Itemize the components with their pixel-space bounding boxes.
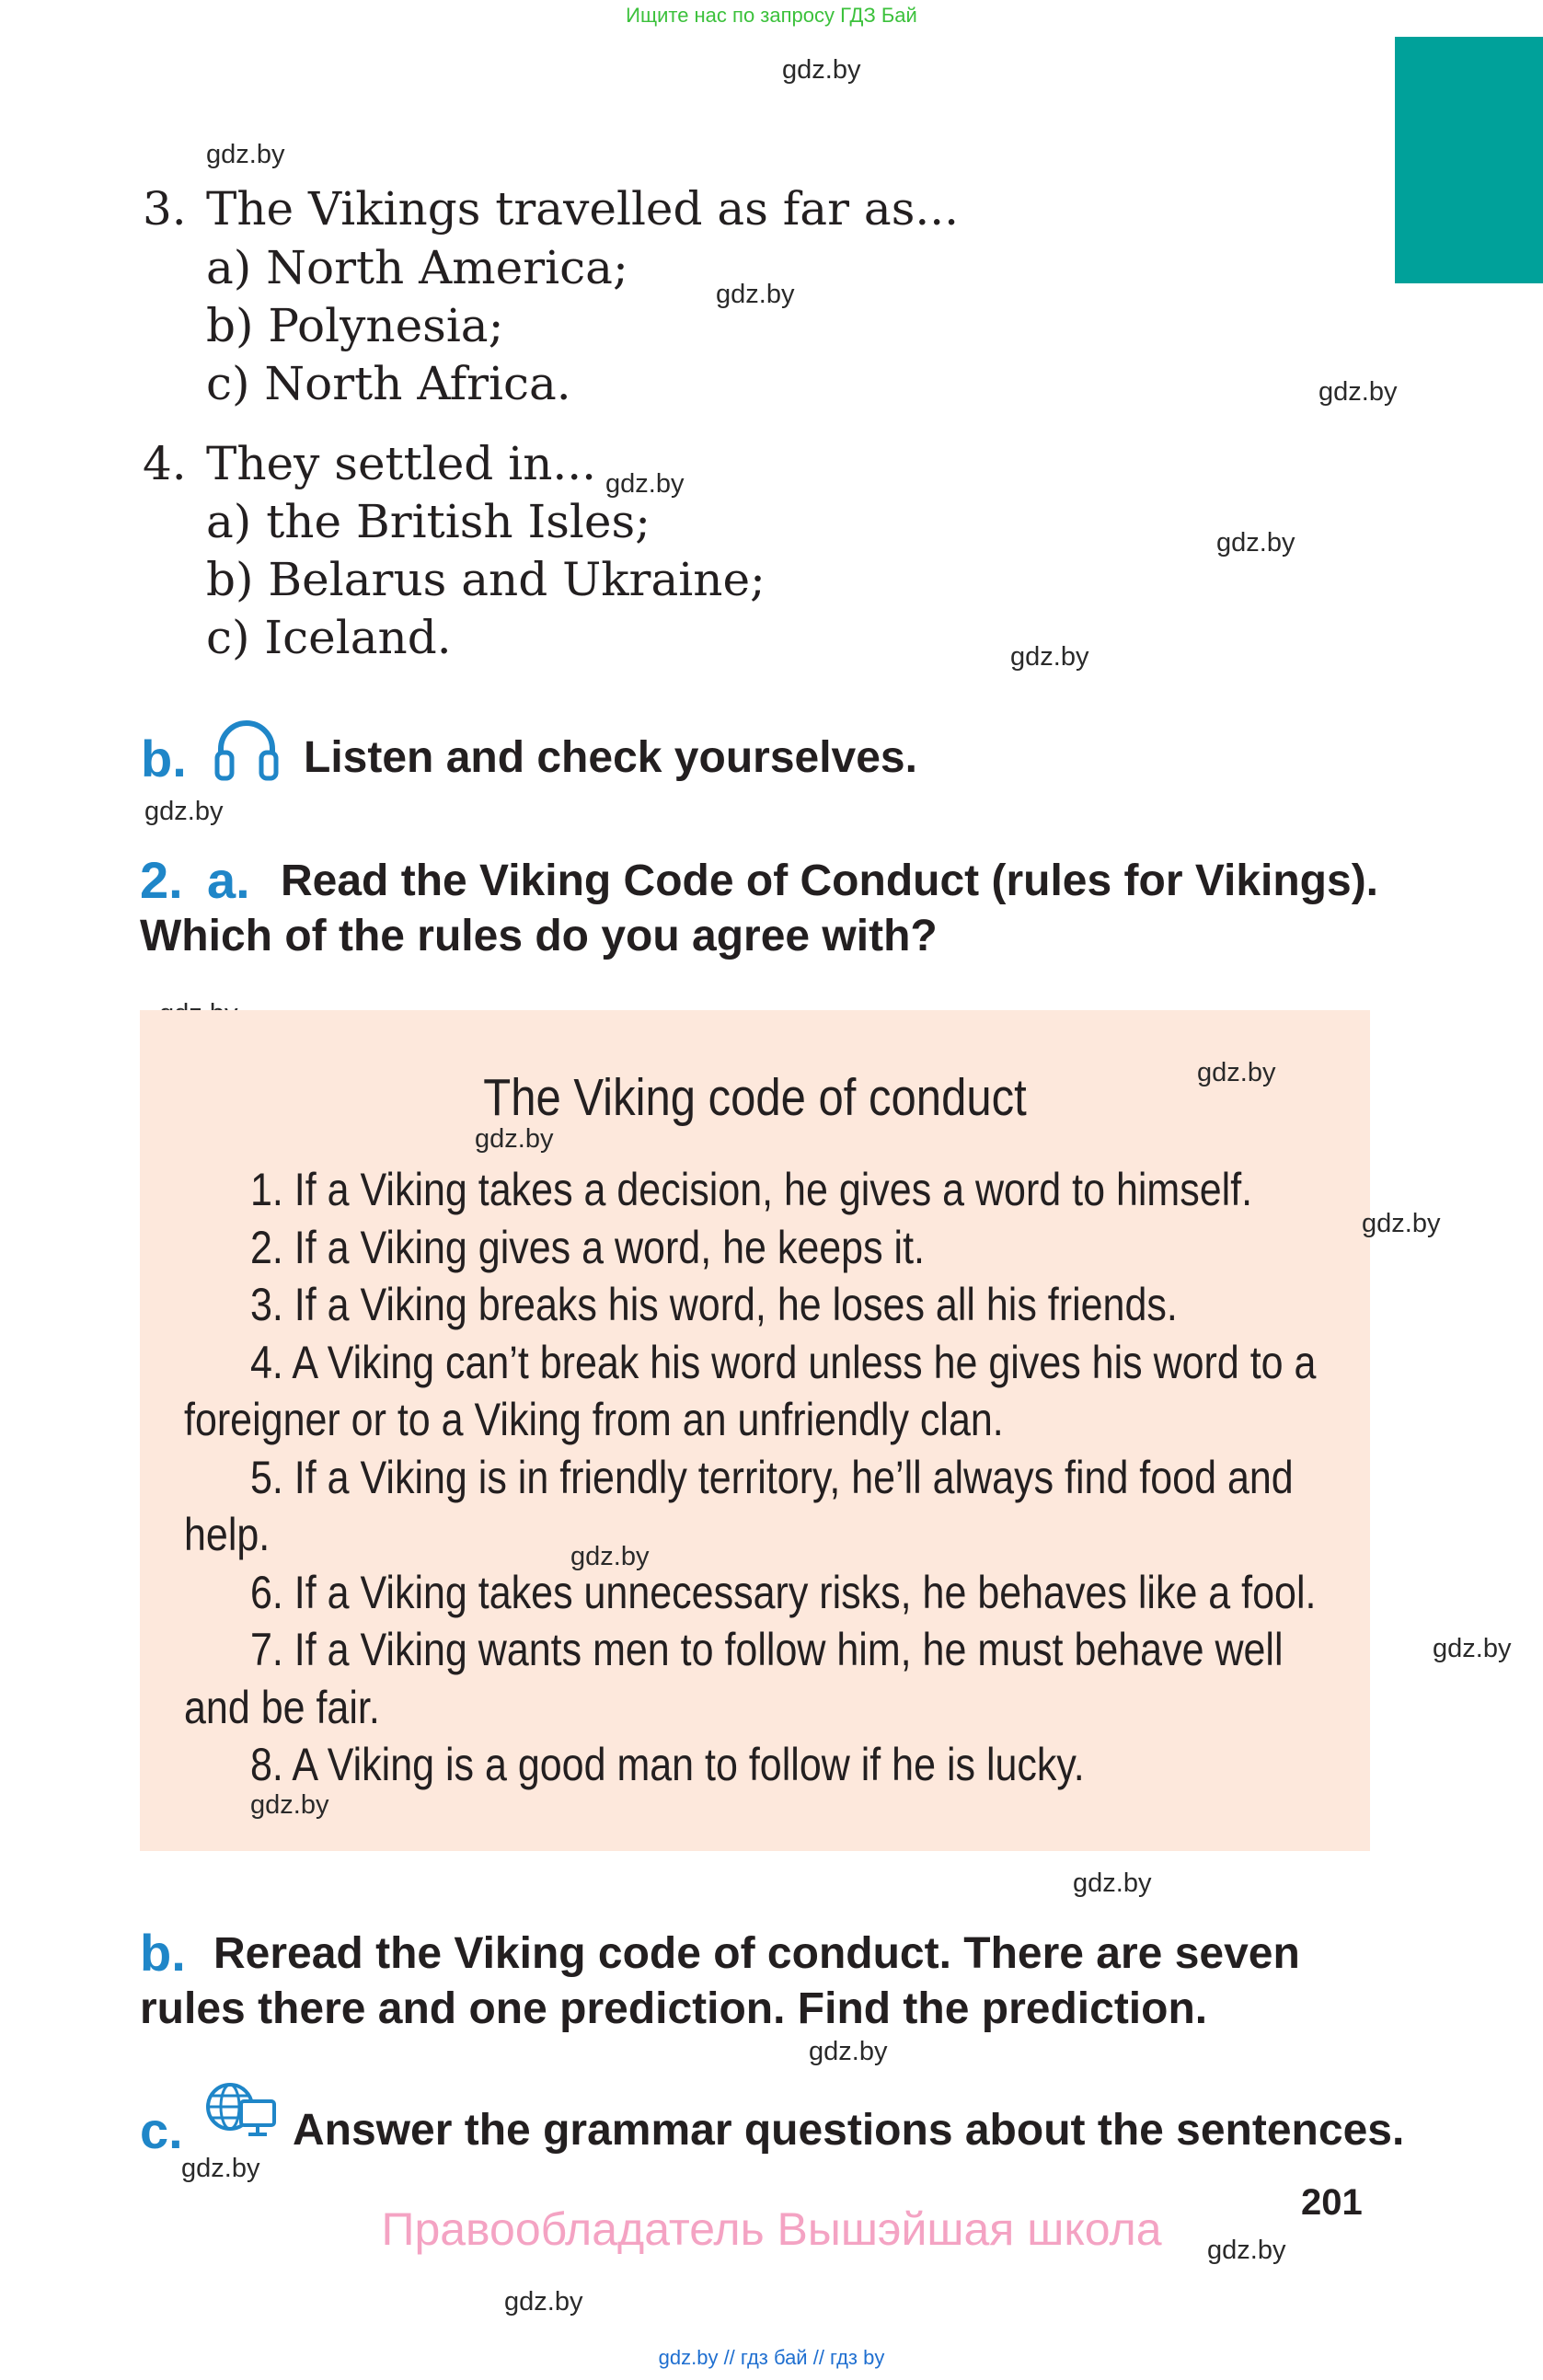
watermark: gdz.by bbox=[1362, 1209, 1441, 1238]
task2a-line1: Read the Viking Code of Conduct (rules for Vikings). bbox=[281, 857, 1379, 905]
watermark: gdz.by bbox=[1433, 1634, 1512, 1663]
code-line: 4. A Viking can’t break his word unless he gives his word to a bbox=[250, 1337, 1317, 1388]
code-line: 6. If a Viking takes unnecessary risks, he behaves like a fool. bbox=[250, 1567, 1317, 1618]
watermark: gdz.by bbox=[570, 1542, 650, 1571]
watermark: gdz.by bbox=[809, 2037, 888, 2066]
task2b-line2: rules there and one prediction. Find the prediction. bbox=[140, 1984, 1208, 2033]
code-line: 7. If a Viking wants men to follow him, he must behave well bbox=[250, 1624, 1284, 1675]
watermark: gdz.by bbox=[1010, 642, 1089, 672]
watermark: gdz.by bbox=[250, 1790, 329, 1820]
q3-number: 3. bbox=[143, 182, 187, 236]
watermark: gdz.by bbox=[1207, 2236, 1286, 2265]
q3-option-c: c) North Africa. bbox=[206, 357, 571, 410]
q4-stem: They settled in... bbox=[206, 437, 597, 490]
q4-option-b: b) Belarus and Ukraine; bbox=[206, 553, 766, 606]
watermark: gdz.by bbox=[1197, 1058, 1276, 1087]
task2a-number: 2. bbox=[140, 851, 183, 909]
watermark: gdz.by bbox=[782, 55, 861, 85]
q3-option-b: b) Polynesia; bbox=[206, 299, 504, 352]
task2b-letter: b. bbox=[140, 1924, 186, 1982]
q4-option-c: c) Iceland. bbox=[206, 611, 452, 664]
code-title: The Viking code of conduct bbox=[483, 1068, 1027, 1127]
bottom-links[interactable]: gdz.by // гдз бай // гдз by bbox=[658, 2346, 885, 2369]
globe-computer-icon[interactable] bbox=[204, 2081, 278, 2140]
code-line: help. bbox=[184, 1509, 271, 1560]
task1b-text: Listen and check yourselves. bbox=[304, 733, 917, 782]
code-line: 3. If a Viking breaks his word, he loses all his friends. bbox=[250, 1279, 1178, 1330]
watermark: gdz.by bbox=[1216, 528, 1295, 558]
task2a-line2: Which of the rules do you agree with? bbox=[140, 912, 938, 960]
watermark: gdz.by bbox=[605, 469, 685, 499]
watermark: gdz.by bbox=[1073, 1868, 1152, 1898]
watermark: gdz.by bbox=[1318, 377, 1398, 407]
code-line: foreigner or to a Viking from an unfriendly clan. bbox=[184, 1394, 1004, 1445]
watermark: gdz.by bbox=[504, 2287, 583, 2317]
watermark: gdz.by bbox=[144, 797, 224, 826]
watermark: gdz.by bbox=[716, 280, 795, 309]
watermark: gdz.by bbox=[475, 1124, 554, 1154]
task2b-line1: Reread the Viking code of conduct. There are seven bbox=[213, 1929, 1300, 1978]
q4-number: 4. bbox=[143, 437, 187, 490]
task2c-letter: c. bbox=[140, 2101, 183, 2159]
watermark: gdz.by bbox=[206, 140, 285, 169]
page-number: 201 bbox=[1301, 2182, 1363, 2223]
watermark: gdz.by bbox=[181, 2154, 260, 2183]
q3-option-a: a) North America; bbox=[206, 241, 628, 294]
copyright-notice: Правообладатель Вышэйшая школа bbox=[381, 2203, 1162, 2255]
headphones-icon[interactable] bbox=[212, 718, 282, 782]
q4-option-a: a) the British Isles; bbox=[206, 495, 651, 548]
code-line: 1. If a Viking takes a decision, he gives a word to himself. bbox=[250, 1164, 1253, 1215]
task2a-letter: a. bbox=[207, 851, 250, 909]
top-banner: Ищите нас по запросу ГДЗ Бай bbox=[626, 4, 917, 27]
code-line: 8. A Viking is a good man to follow if he is lucky. bbox=[250, 1739, 1085, 1790]
chapter-tab bbox=[1395, 37, 1543, 283]
task1b-letter: b. bbox=[141, 730, 187, 788]
q3-stem: The Vikings travelled as far as... bbox=[206, 182, 960, 236]
task2c-text: Answer the grammar questions about the sentences. bbox=[293, 2106, 1405, 2155]
code-line: 5. If a Viking is in friendly territory, he’ll always find food and bbox=[250, 1452, 1294, 1503]
code-line: 2. If a Viking gives a word, he keeps it. bbox=[250, 1222, 926, 1273]
code-line: and be fair. bbox=[184, 1682, 380, 1733]
